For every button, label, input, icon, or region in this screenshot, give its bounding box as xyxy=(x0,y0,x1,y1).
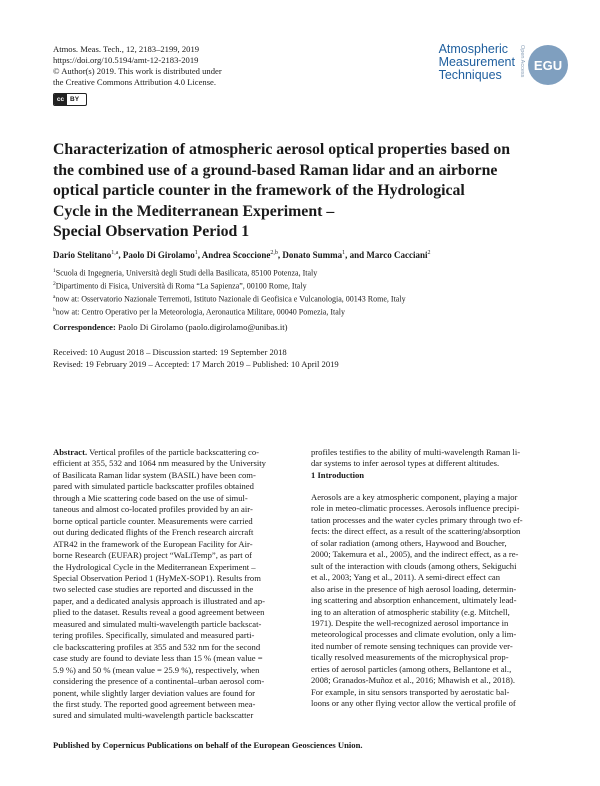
text-line xyxy=(53,642,299,653)
text-line-content: role in meteo-climatic processes. Aerosols influence precipi- xyxy=(311,503,520,514)
text-line xyxy=(311,584,557,595)
affiliation-text: Dipartimento di Fisica, Università di Roma “La Sapienza”, 00100 Rome, Italy xyxy=(55,281,307,291)
article-header xyxy=(53,44,222,88)
text-line xyxy=(311,618,557,629)
text-line xyxy=(311,549,557,560)
dates-line: Received: 10 August 2018 – Discussion started: 19 September 2018 xyxy=(53,347,287,357)
affiliation-list xyxy=(53,266,406,319)
cc-by-badge[interactable] xyxy=(53,93,87,106)
text-line-content: ATR42 in the framework of the European Facility for Air- xyxy=(53,538,253,549)
text-line-content: 5.9 %) and 50 % (mean value = 25.9 %), respectively, when xyxy=(53,664,260,675)
author-affil: 2 xyxy=(427,250,431,256)
text-line-content: 2000; Takemura et al., 2005), and the indirect effect, as a re- xyxy=(311,549,519,560)
text-line-content: tering profiles. Specifically, simulated and measured parti- xyxy=(53,630,255,641)
journal-name-line: Techniques xyxy=(438,68,502,82)
text-line xyxy=(311,526,557,537)
text-line xyxy=(311,687,557,698)
article-dates xyxy=(53,347,339,370)
text-line xyxy=(53,699,299,710)
abstract-continued xyxy=(311,447,557,470)
citation: Atmos. Meas. Tech., 12, 2183–2199, 2019 xyxy=(53,44,200,54)
text-line-content: tically resolved measurements of the microphysical prop- xyxy=(311,652,509,663)
text-line-content: out during dedicated flights of the French research aircraft xyxy=(53,527,254,538)
author-affil: 1,a xyxy=(111,250,119,256)
copyright: © Author(s) 2019. This work is distributed under xyxy=(53,66,222,76)
affiliation-mark: 2 xyxy=(53,281,56,288)
text-line xyxy=(53,562,299,573)
text-line xyxy=(53,447,299,458)
affiliation xyxy=(53,279,406,292)
correspondence xyxy=(53,322,288,332)
text-line xyxy=(311,572,557,583)
affiliation-text: now at: Osservatorio Nazionale Terremoti, Istituto Nazionale di Geofisica e Vulcanologia, 00143 Rome, Italy xyxy=(55,294,406,304)
text-line xyxy=(53,653,299,664)
text-line-content: tation processes and the water cycles primary through two ef- xyxy=(311,514,523,525)
text-line-content: the Hydrological Cycle in the Mediterranean Experiment – xyxy=(53,561,256,572)
text-line xyxy=(53,550,299,561)
section-heading: 1 Introduction xyxy=(311,470,365,480)
author-separator: , xyxy=(277,250,283,260)
text-line xyxy=(311,458,557,469)
text-line xyxy=(311,607,557,618)
text-line-content: of Basilicata Raman lidar system (BASIL) have been com- xyxy=(53,469,256,480)
affiliation xyxy=(53,266,406,279)
text-line-content: case study are found to deviate less than 15 % (mean value = xyxy=(53,653,263,664)
affiliation-text: Scuola di Ingegneria, Università degli Studi della Basilicata, 85100 Potenza, Italy xyxy=(55,268,318,278)
text-line xyxy=(53,458,299,469)
text-line xyxy=(311,538,557,549)
journal-name-line: Atmospheric xyxy=(438,42,509,56)
text-line xyxy=(311,664,557,675)
affiliation-mark: a xyxy=(53,294,56,301)
abstract xyxy=(53,447,299,722)
text-line-content: of solar radiation (among others, Haywood and Boucher, xyxy=(311,537,507,548)
title-line: Special Observation Period 1 xyxy=(53,223,250,240)
text-line-content: borne Research (EUFAR) project “WaLiTemp”, as part of xyxy=(53,550,252,561)
text-line xyxy=(53,676,299,687)
text-line-content: et al., 2003; Yang et al., 2011). A semi-direct effect can xyxy=(311,572,501,583)
text-line-content: pared with simulated particle backscatter profiles obtained xyxy=(53,481,254,492)
text-line-content: Vertical profiles of the particle backscattering co- xyxy=(87,447,260,457)
text-line xyxy=(53,584,299,595)
affiliation xyxy=(53,305,406,318)
correspondence-text[interactable]: Paolo Di Girolamo (paolo.digirolamo@unibas.it) xyxy=(115,322,288,332)
text-line-content: ponent, while slightly larger deviation values are found for xyxy=(53,687,255,698)
text-line-content: For example, in situ sensors transported by aerostatic bal- xyxy=(311,686,510,697)
text-line-content: profiles testifies to the ability of multi-wavelength Raman li- xyxy=(311,447,521,457)
text-line xyxy=(53,493,299,504)
text-line-content: efficient at 355, 532 and 1064 nm measured by the University xyxy=(53,458,266,469)
text-line-content: considering the presence of a continental–urban aerosol com- xyxy=(53,676,265,687)
journal-name-line: Measurement xyxy=(438,55,515,69)
text-line-content: 2008; Granados-Muñoz et al., 2016; Mhawish et al., 2018). xyxy=(311,675,516,686)
text-line xyxy=(311,675,557,686)
license-text: the Creative Commons Attribution 4.0 License. xyxy=(53,77,217,87)
text-line-content: loons or any other flying vector allow the vertical profile of xyxy=(311,698,516,709)
text-line-content: Aerosols are a key atmospheric component, playing a major xyxy=(311,492,518,502)
text-line-content: Special Observation Period 1 (HyMeX-SOP1). Results from xyxy=(53,572,261,583)
correspondence-label: Correspondence: xyxy=(53,322,116,332)
doi-link[interactable]: https://doi.org/10.5194/amt-12-2183-2019 xyxy=(53,55,199,65)
text-line xyxy=(53,710,299,721)
author-affil: 2,b xyxy=(270,250,278,256)
text-line xyxy=(311,503,557,514)
text-line-content: dar systems to infer aerosol types at different altitudes. xyxy=(311,458,500,469)
text-line-content: erties of aerosol particles (among others, Bellantone et al., xyxy=(311,663,512,674)
introduction-text xyxy=(311,492,557,710)
dates-line: Revised: 19 February 2019 – Accepted: 17 March 2019 – Published: 10 April 2019 xyxy=(53,358,339,369)
text-line xyxy=(53,596,299,607)
text-line xyxy=(311,595,557,606)
text-line xyxy=(53,527,299,538)
author-name: Marco Cacciani xyxy=(366,250,428,260)
author-name: Andrea Scoccione xyxy=(201,250,271,260)
text-line-content: the first study. The reported good agreement between mea- xyxy=(53,698,256,709)
text-line xyxy=(53,539,299,550)
text-line xyxy=(53,504,299,515)
affiliation xyxy=(53,292,406,305)
text-line-content: meteorological processes and climate evolution, only a lim- xyxy=(311,629,517,640)
author-separator: , xyxy=(118,250,123,260)
title-line: the combined use of a ground-based Raman lidar and an airborne xyxy=(53,161,498,179)
text-line-content: cle backscattering profiles at 355 and 532 nm for the second xyxy=(53,641,261,652)
text-line-content: ited number of remote sensing techniques can provide ver- xyxy=(311,640,513,651)
text-line xyxy=(311,641,557,652)
text-line-content: also arise in the presence of high aerosol loading, determin- xyxy=(311,583,517,594)
text-line-content: sured and simulated multi-wavelength particle backscatter xyxy=(53,710,254,721)
text-line xyxy=(311,629,557,640)
affiliation-mark: b xyxy=(53,307,56,314)
text-line xyxy=(53,573,299,584)
title-line: optical particle counter in the framework of the Hydrological xyxy=(53,182,465,199)
text-line xyxy=(311,652,557,663)
text-line-content: taneous and almost co-located profiles provided by an air- xyxy=(53,504,253,515)
text-line-content: ing scattering and absorption enhancement, ultimately lead- xyxy=(311,595,517,606)
author-affil: 1 xyxy=(194,250,198,256)
open-access-label: Open Access xyxy=(519,45,525,78)
title-line: Characterization of atmospheric aerosol optical properties based on xyxy=(53,141,511,158)
text-line-content: plied to the dataset. Results reveal a good agreement between xyxy=(53,607,265,618)
text-line xyxy=(311,492,557,503)
text-line xyxy=(53,665,299,676)
author-affil: 1 xyxy=(342,250,346,256)
text-line xyxy=(53,516,299,527)
text-line-content: borne optical particle counter. Measurements were carried xyxy=(53,515,253,526)
text-line xyxy=(53,619,299,630)
text-line xyxy=(311,561,557,572)
publisher-footer: Published by Copernicus Publications on behalf of the European Geosciences Union. xyxy=(53,740,363,750)
text-line-content: 1971). Despite the well-recognized aerosol importance in xyxy=(311,617,509,628)
text-line xyxy=(53,607,299,618)
title-line: Cycle in the Mediterranean Experiment – xyxy=(53,202,335,220)
abstract-label: Abstract. xyxy=(53,447,88,457)
author-separator: , xyxy=(197,250,202,260)
author-list xyxy=(53,250,430,260)
egu-logo-icon: EGU xyxy=(528,45,568,85)
journal-logo xyxy=(439,43,568,85)
text-line-content: two selected case studies are reported and discussed in the xyxy=(53,584,254,595)
text-line-content: ing to an alteration of atmospheric stability (e.g. Mitchell, xyxy=(311,606,510,617)
cc-icon: cc xyxy=(54,94,67,105)
text-line-content: measured and simulated multi-wavelength particle backscat- xyxy=(53,618,262,629)
text-line xyxy=(311,515,557,526)
paper-title xyxy=(53,140,573,243)
affiliation-mark: 1 xyxy=(53,268,56,274)
text-line xyxy=(311,447,557,458)
author-name: Paolo Di Girolamo xyxy=(122,250,195,260)
journal-name xyxy=(439,43,515,82)
author-separator: , and xyxy=(345,250,367,260)
author-name: Donato Summa xyxy=(282,250,343,260)
text-line xyxy=(311,698,557,709)
author-name: Dario Stelitano xyxy=(53,250,112,260)
affiliation-text: now at: Centro Operativo per la Meteorologia, Aeronautica Militare, 00040 Pomezia, Italy xyxy=(55,308,345,318)
text-line xyxy=(53,470,299,481)
text-line-content: sult of the interaction with clouds (among others, Sekiguchi xyxy=(311,560,517,571)
text-line-content: through a Mie scattering code based on the use of simul- xyxy=(53,492,248,503)
text-line xyxy=(53,688,299,699)
text-line xyxy=(53,630,299,641)
text-line-content: paper, and a dedicated analysis approach is illustrated and ap- xyxy=(53,595,266,606)
text-line-content: fects: the direct effect, as a result of the scattering/absorption xyxy=(311,526,521,537)
by-label: BY xyxy=(70,96,80,103)
text-line xyxy=(53,481,299,492)
